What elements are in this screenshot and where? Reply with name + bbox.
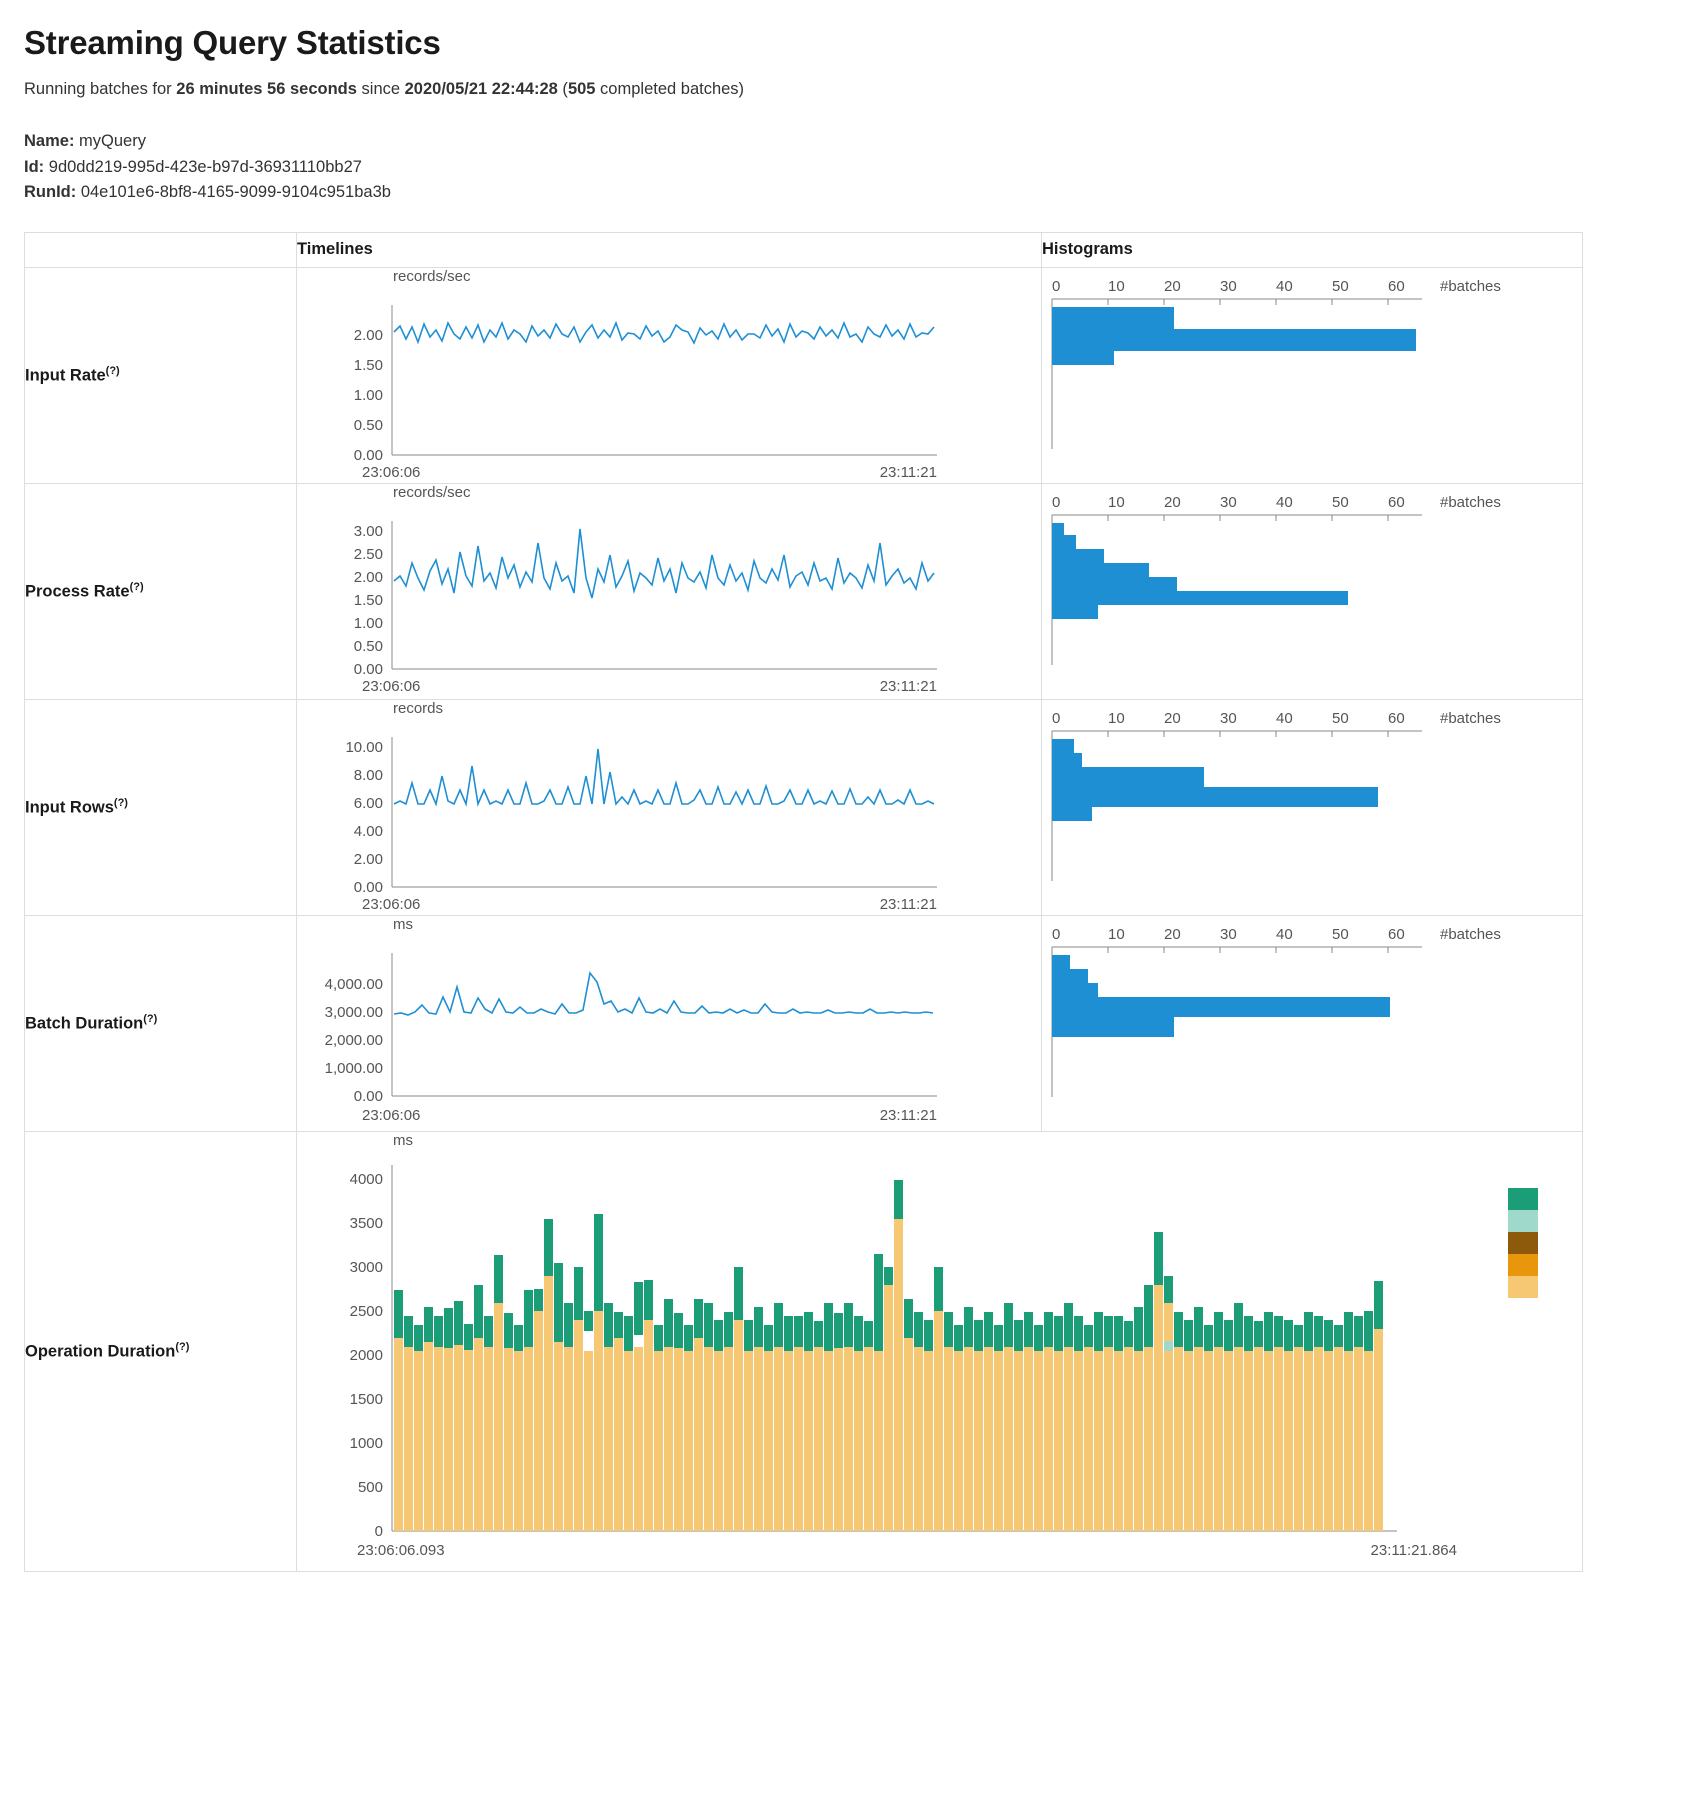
legend-swatch-5 [1508, 1276, 1538, 1298]
svg-text:23:11:21: 23:11:21 [879, 895, 937, 913]
help-icon[interactable]: (?) [105, 364, 120, 377]
svg-text:60: 60 [1388, 494, 1405, 512]
row-label-text: Operation Duration [25, 1342, 176, 1361]
batch-duration-timeline-chart [297, 935, 977, 1131]
process-rate-hist-bars [1052, 523, 1348, 619]
addBatch-bars [394, 1219, 1383, 1531]
svg-text:30: 30 [1220, 926, 1237, 944]
svg-text:20: 20 [1164, 494, 1181, 512]
header-histograms: Histograms [1042, 232, 1583, 267]
svg-text:1000: 1000 [349, 1434, 383, 1452]
svg-text:23:06:06: 23:06:06 [362, 463, 421, 481]
y-axis-labels [350, 1171, 383, 1540]
svg-text:2.50: 2.50 [353, 545, 383, 563]
row-label-operation-duration [25, 1131, 297, 1571]
row-label-process-rate [25, 483, 297, 699]
row-label-text: Input Rate [25, 366, 106, 385]
batch-duration-histogram-cell [1042, 915, 1583, 1131]
query-runid-value: 04e101e6-8bf8-4165-9099-9104c951ba3b [80, 183, 391, 202]
batch-duration-hist-bars [1052, 955, 1390, 1037]
batches-open-paren: ( [557, 80, 568, 98]
svg-text:23:11:21: 23:11:21 [879, 463, 937, 481]
svg-text:23:11:21.864: 23:11:21.864 [1370, 1541, 1457, 1559]
legend-swatch-3 [1508, 1232, 1538, 1254]
query-metadata [24, 129, 1669, 206]
input-rows-histogram-chart [1042, 709, 1542, 905]
y-axis-labels [354, 523, 383, 678]
svg-text:10.00: 10.00 [345, 738, 383, 756]
svg-text:23:06:06: 23:06:06 [362, 1106, 421, 1124]
input-rate-hist-bars [1052, 307, 1416, 365]
query-name-value: myQuery [79, 132, 146, 150]
svg-text:2.00: 2.00 [353, 568, 383, 586]
statistics-table [24, 232, 1583, 1572]
svg-text:23:11:21: 23:11:21 [879, 1106, 937, 1124]
svg-text:3500: 3500 [349, 1214, 383, 1232]
y-axis-labels [354, 327, 383, 464]
svg-text:10: 10 [1108, 278, 1125, 296]
row-label-text: Process Rate [25, 582, 130, 601]
since-timestamp: 2020/05/21 22:44:28 [404, 80, 558, 98]
svg-text:6.00: 6.00 [353, 794, 383, 812]
batches-suffix: completed batches) [595, 80, 745, 98]
svg-text:1,000.00: 1,000.00 [324, 1059, 383, 1077]
svg-text:40: 40 [1276, 494, 1293, 512]
help-icon[interactable]: (?) [129, 580, 144, 593]
svg-text:0: 0 [1052, 710, 1061, 728]
svg-text:50: 50 [1332, 278, 1349, 296]
process-rate-timeline-cell [297, 483, 1042, 699]
svg-text:1500: 1500 [349, 1390, 383, 1408]
query-id-label: Id: [24, 157, 45, 176]
input-rate-timeline-cell [297, 267, 1042, 483]
y-axis-labels [325, 976, 383, 1105]
row-label-text: Batch Duration [25, 1014, 144, 1033]
query-runid-label: RunId: [24, 183, 77, 202]
process-rate-timeline-chart [297, 503, 977, 699]
svg-text:20: 20 [1164, 710, 1181, 728]
process-rate-histogram-cell [1042, 483, 1583, 699]
running-batches-summary [24, 80, 1669, 99]
svg-text:40: 40 [1276, 710, 1293, 728]
svg-text:0.00: 0.00 [353, 878, 383, 896]
table-row [25, 915, 1583, 1131]
input-rows-timeline-cell [297, 699, 1042, 915]
input-rows-hist-bars [1052, 739, 1378, 821]
svg-text:500: 500 [357, 1478, 383, 1496]
table-row [25, 267, 1583, 483]
svg-text:1.50: 1.50 [353, 591, 383, 609]
process-rate-series [394, 529, 934, 598]
x-axis-labels [362, 678, 937, 695]
query-id-value: 9d0dd219-995d-423e-b97d-36931110bb27 [48, 157, 362, 176]
svg-text:23:06:06: 23:06:06 [362, 895, 421, 913]
svg-text:23:06:06.093: 23:06:06.093 [357, 1541, 445, 1559]
input-rows-series [394, 749, 934, 804]
svg-text:#batches: #batches [1440, 278, 1501, 296]
x-axis-labels [362, 1107, 937, 1124]
operation-duration-cell [297, 1131, 1583, 1571]
svg-text:10: 10 [1108, 710, 1125, 728]
svg-text:0.50: 0.50 [353, 416, 383, 434]
x-axis-labels [362, 464, 937, 481]
svg-text:40: 40 [1276, 926, 1293, 944]
svg-text:10: 10 [1108, 926, 1125, 944]
latestOffset-bars [1164, 1341, 1173, 1351]
query-name-row [24, 129, 1669, 155]
svg-text:3.00: 3.00 [353, 522, 383, 540]
batch-duration-series [394, 973, 933, 1015]
svg-text:2000: 2000 [349, 1346, 383, 1364]
row-label-batch-duration [25, 915, 297, 1131]
operation-duration-bars [394, 1180, 1383, 1531]
svg-text:0: 0 [1052, 926, 1061, 944]
batch-duration-histogram-chart [1042, 925, 1542, 1121]
svg-text:1.50: 1.50 [353, 356, 383, 374]
operation-duration-unit: ms [393, 1131, 413, 1149]
operation-duration-legend [1508, 1188, 1538, 1298]
since-word: since [356, 80, 405, 98]
table-header-row [25, 232, 1583, 267]
completed-batches-count: 505 [567, 80, 596, 98]
help-icon[interactable]: (?) [113, 796, 128, 809]
row-label-text: Input Rows [25, 798, 114, 817]
x-axis-labels [362, 896, 937, 913]
svg-text:0.00: 0.00 [353, 660, 383, 678]
hist-x-axis [1052, 278, 1501, 305]
svg-text:23:11:21: 23:11:21 [879, 677, 937, 695]
svg-text:60: 60 [1388, 710, 1405, 728]
svg-text:0.50: 0.50 [353, 637, 383, 655]
svg-text:50: 50 [1332, 926, 1349, 944]
help-icon[interactable]: (?) [143, 1012, 158, 1025]
svg-text:#batches: #batches [1440, 926, 1501, 944]
legend-swatch-4 [1508, 1254, 1538, 1276]
svg-text:50: 50 [1332, 494, 1349, 512]
svg-text:20: 20 [1164, 926, 1181, 944]
table-row [25, 1131, 1583, 1571]
operation-duration-chart [297, 1151, 1527, 1571]
batch-duration-unit: ms [393, 915, 413, 933]
x-axis-labels [357, 1542, 1457, 1559]
svg-text:60: 60 [1388, 926, 1405, 944]
svg-text:30: 30 [1220, 278, 1237, 296]
svg-text:0.00: 0.00 [353, 1087, 383, 1105]
hist-x-axis [1052, 926, 1501, 953]
help-icon[interactable]: (?) [175, 1340, 190, 1353]
legend-swatch-1 [1508, 1188, 1538, 1210]
query-name-label: Name: [24, 132, 75, 150]
svg-text:1.00: 1.00 [353, 614, 383, 632]
hist-x-axis [1052, 494, 1501, 521]
svg-text:4.00: 4.00 [353, 822, 383, 840]
input-rows-histogram-cell [1042, 699, 1583, 915]
query-id-row [24, 155, 1669, 181]
table-row [25, 483, 1583, 699]
svg-text:0: 0 [374, 1522, 383, 1540]
svg-text:#batches: #batches [1440, 494, 1501, 512]
svg-text:2,000.00: 2,000.00 [324, 1031, 383, 1049]
svg-text:23:06:06: 23:06:06 [362, 677, 421, 695]
svg-text:30: 30 [1220, 710, 1237, 728]
svg-text:#batches: #batches [1440, 710, 1501, 728]
svg-text:30: 30 [1220, 494, 1237, 512]
input-rows-unit: records [393, 699, 444, 717]
legend-swatch-2 [1508, 1210, 1538, 1232]
page-title: Streaming Query Statistics [24, 24, 441, 61]
svg-text:2500: 2500 [349, 1302, 383, 1320]
running-prefix: Running batches for [24, 80, 177, 98]
svg-text:50: 50 [1332, 710, 1349, 728]
svg-text:0.00: 0.00 [353, 446, 383, 464]
svg-text:0: 0 [1052, 494, 1061, 512]
svg-text:0: 0 [1052, 278, 1061, 296]
svg-text:10: 10 [1108, 494, 1125, 512]
input-rate-histogram-chart [1042, 277, 1542, 473]
svg-text:20: 20 [1164, 278, 1181, 296]
row-label-input-rows [25, 699, 297, 915]
svg-text:2.00: 2.00 [353, 326, 383, 344]
input-rate-histogram-cell [1042, 267, 1583, 483]
header-timelines: Timelines [297, 232, 1042, 267]
hist-x-axis [1052, 710, 1501, 737]
svg-text:4000: 4000 [349, 1170, 383, 1188]
query-runid-row [24, 180, 1669, 206]
svg-text:60: 60 [1388, 278, 1405, 296]
svg-text:1.00: 1.00 [353, 386, 383, 404]
batch-duration-timeline-cell [297, 915, 1042, 1131]
input-rate-unit: records/sec [393, 267, 471, 285]
input-rows-timeline-chart [297, 719, 977, 915]
y-axis-labels [345, 739, 383, 896]
svg-text:40: 40 [1276, 278, 1293, 296]
input-rate-timeline-chart [297, 287, 977, 483]
row-label-input-rate [25, 267, 297, 483]
input-rate-series [394, 323, 934, 343]
svg-text:3000: 3000 [349, 1258, 383, 1276]
svg-text:3,000.00: 3,000.00 [324, 1003, 383, 1021]
header-blank [25, 232, 297, 267]
svg-text:4,000.00: 4,000.00 [324, 975, 383, 993]
process-rate-unit: records/sec [393, 483, 471, 501]
running-duration: 26 minutes 56 seconds [176, 80, 357, 98]
process-rate-histogram-chart [1042, 493, 1542, 689]
table-row [25, 699, 1583, 915]
svg-text:2.00: 2.00 [353, 850, 383, 868]
svg-text:8.00: 8.00 [353, 766, 383, 784]
